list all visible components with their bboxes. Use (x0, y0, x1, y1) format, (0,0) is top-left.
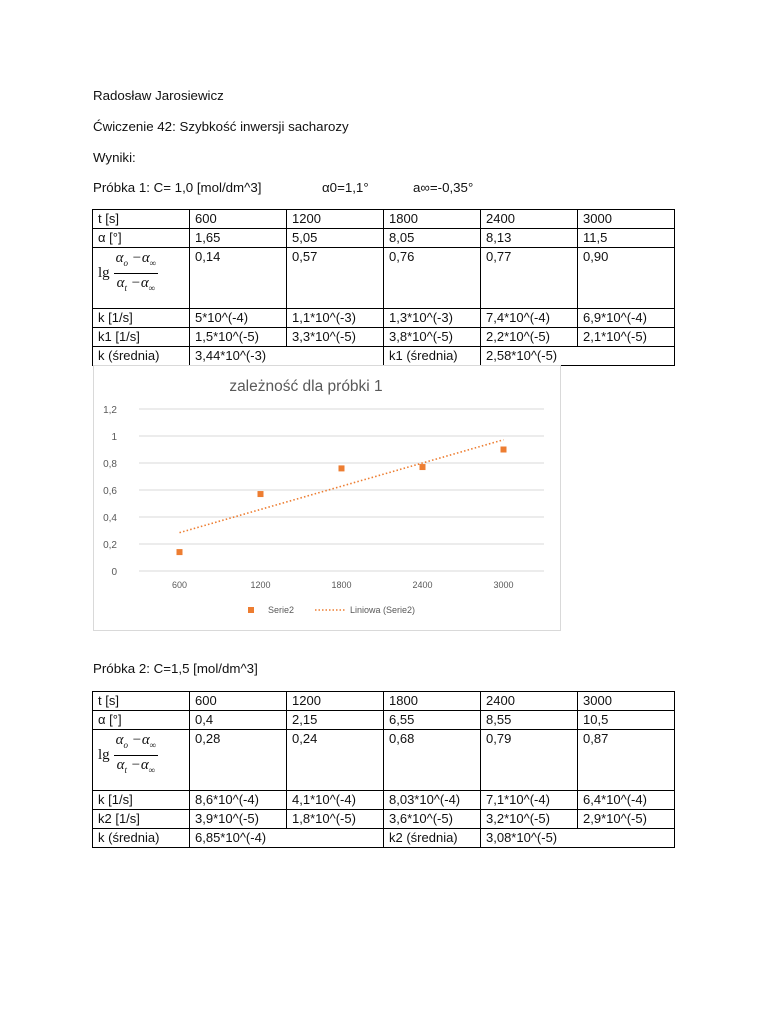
sample1-table (92, 209, 675, 366)
legend-label-trendline: Liniowa (Serie2) (350, 605, 416, 615)
formula-lg: lg (98, 265, 110, 281)
formula-subscript: t (124, 283, 128, 293)
data-point (501, 447, 507, 453)
row-label-k: k [1/s] (93, 791, 190, 810)
table-row (93, 347, 675, 366)
formula-subscript: ∞ (149, 740, 157, 750)
y-tick-label: 0,2 (103, 540, 117, 551)
table-cell: 1,3*10^(-3) (384, 309, 481, 328)
table-cell: 0,24 (287, 730, 384, 791)
chart-canvas (94, 366, 560, 630)
y-tick-label: 0 (111, 567, 117, 578)
table-row (93, 711, 675, 730)
table-cell: 0,87 (578, 730, 675, 791)
row-label-time: t [s] (93, 692, 190, 711)
table-cell: 0,90 (578, 248, 675, 309)
row-label-alpha: α [°] (93, 711, 190, 730)
table-cell-k2-avg: 3,08*10^(-5) (481, 829, 675, 848)
table-cell: 6,4*10^(-4) (578, 791, 675, 810)
formula-numerator (114, 732, 159, 756)
sample2-heading: Próbka 2: C=1,5 [mol/dm^3] (93, 661, 258, 676)
sample1-alpha-inf: a∞=-0,35° (413, 180, 474, 195)
table-cell: 1,8*10^(-5) (287, 810, 384, 829)
sample1-alpha0: α0=1,1° (322, 180, 369, 195)
results-label: Wyniki: (93, 150, 136, 165)
formula-symbol: α (116, 275, 125, 291)
data-point (258, 491, 264, 497)
y-tick-label: 0,6 (103, 486, 117, 497)
table-cell: 0,76 (384, 248, 481, 309)
table-cell: 0,14 (190, 248, 287, 309)
table-cell: 2,1*10^(-5) (578, 328, 675, 347)
row-label-time: t [s] (93, 210, 190, 229)
chart-legend (248, 605, 415, 615)
row-label-k-avg: k (średnia) (93, 829, 190, 848)
log-ratio-formula (98, 730, 189, 779)
formula-symbol: α (116, 757, 125, 773)
formula-subscript: ∞ (148, 765, 156, 775)
table-cell: 2400 (481, 692, 578, 711)
table-cell: 7,1*10^(-4) (481, 791, 578, 810)
table-cell: 8,05 (384, 229, 481, 248)
formula-symbol: α (115, 250, 124, 266)
x-tick-label: 3000 (493, 580, 514, 590)
table-cell: 1,65 (190, 229, 287, 248)
table-cell: 1,1*10^(-3) (287, 309, 384, 328)
data-point (177, 549, 183, 555)
x-tick-label: 1800 (331, 580, 352, 590)
formula-fraction (114, 732, 159, 779)
table-cell: 6,9*10^(-4) (578, 309, 675, 328)
table-cell: 4,1*10^(-4) (287, 791, 384, 810)
table-row (93, 810, 675, 829)
table-row (93, 829, 675, 848)
table-cell: 3,2*10^(-5) (481, 810, 578, 829)
formula-symbol: −α (130, 275, 149, 291)
table-cell: 1200 (287, 210, 384, 229)
x-tick-label: 600 (171, 580, 188, 590)
author-name: Radosław Jarosiewicz (93, 88, 224, 103)
table-cell: 2,15 (287, 711, 384, 730)
table-cell: 1800 (384, 692, 481, 711)
formula-lg: lg (98, 747, 110, 763)
table-cell: 5*10^(-4) (190, 309, 287, 328)
table-row (93, 692, 675, 711)
sample1-heading (93, 180, 473, 195)
table-cell: 0,68 (384, 730, 481, 791)
table-cell: 7,4*10^(-4) (481, 309, 578, 328)
exercise-title: Ćwiczenie 42: Szybkość inwersji sacharozy (93, 119, 349, 134)
table-cell: 600 (190, 210, 287, 229)
sample1-concentration: Próbka 1: C= 1,0 [mol/dm^3] (93, 180, 262, 195)
table-cell: 3,9*10^(-5) (190, 810, 287, 829)
row-label-k1-avg: k1 (średnia) (384, 347, 481, 366)
table-row (93, 730, 675, 791)
table-cell: 11,5 (578, 229, 675, 248)
table-cell: 10,5 (578, 711, 675, 730)
row-label-k1: k1 [1/s] (93, 328, 190, 347)
data-point (420, 464, 426, 470)
table-row (93, 791, 675, 810)
x-tick-label: 2400 (412, 580, 433, 590)
table-cell: 8,03*10^(-4) (384, 791, 481, 810)
table-cell: 2,9*10^(-5) (578, 810, 675, 829)
table-cell: 3,6*10^(-5) (384, 810, 481, 829)
row-label-k-avg: k (średnia) (93, 347, 190, 366)
row-label-k: k [1/s] (93, 309, 190, 328)
table-cell: 0,28 (190, 730, 287, 791)
trendline-path (180, 440, 504, 533)
y-tick-label: 0,8 (103, 459, 117, 470)
chart-gridlines (139, 409, 544, 571)
table-cell: 6,55 (384, 711, 481, 730)
data-point (339, 465, 345, 471)
row-label-k2: k2 [1/s] (93, 810, 190, 829)
table-row (93, 309, 675, 328)
formula-subscript: o (123, 258, 129, 268)
table-cell: 8,13 (481, 229, 578, 248)
formula-subscript: ∞ (148, 283, 156, 293)
formula-subscript: o (123, 740, 129, 750)
table-cell: 1800 (384, 210, 481, 229)
y-tick-label: 1 (111, 432, 117, 443)
table-cell: 3000 (578, 692, 675, 711)
formula-symbol: −α (130, 757, 149, 773)
table-cell: 3,8*10^(-5) (384, 328, 481, 347)
chart-y-ticks (103, 405, 117, 578)
table-cell: 1200 (287, 692, 384, 711)
table-cell: 0,79 (481, 730, 578, 791)
table-cell: 8,6*10^(-4) (190, 791, 287, 810)
table-row (93, 248, 675, 309)
formula-subscript: ∞ (149, 258, 157, 268)
formula-fraction (114, 250, 159, 297)
chart-trendline (180, 440, 504, 533)
table-cell: 3,3*10^(-5) (287, 328, 384, 347)
y-tick-label: 1,2 (103, 405, 117, 416)
table-cell-k-avg: 3,44*10^(-3) (190, 347, 384, 366)
table-cell: 0,4 (190, 711, 287, 730)
x-tick-label: 1200 (250, 580, 271, 590)
formula-symbol: α (115, 732, 124, 748)
sample2-table (92, 691, 675, 848)
formula-subscript: t (124, 765, 128, 775)
table-cell: 1,5*10^(-5) (190, 328, 287, 347)
row-label-log-formula (93, 730, 190, 791)
table-row (93, 210, 675, 229)
chart-title: zależność dla próbki 1 (229, 378, 383, 395)
legend-marker-serie2 (248, 607, 254, 613)
table-cell: 2400 (481, 210, 578, 229)
table-row (93, 328, 675, 347)
log-ratio-formula (98, 248, 189, 297)
table-cell: 0,57 (287, 248, 384, 309)
row-label-alpha: α [°] (93, 229, 190, 248)
row-label-log-formula (93, 248, 190, 309)
table-cell: 0,77 (481, 248, 578, 309)
table-cell: 2,2*10^(-5) (481, 328, 578, 347)
table-cell: 3000 (578, 210, 675, 229)
row-label-k2-avg: k2 (średnia) (384, 829, 481, 848)
formula-symbol: −α (131, 732, 150, 748)
table-cell-k-avg: 6,85*10^(-4) (190, 829, 384, 848)
chart-sample1 (93, 365, 561, 631)
table-cell: 8,55 (481, 711, 578, 730)
table-row (93, 229, 675, 248)
legend-label-serie2: Serie2 (268, 605, 295, 615)
formula-numerator (114, 250, 159, 274)
table-cell-k1-avg: 2,58*10^(-5) (481, 347, 675, 366)
formula-denominator (115, 274, 158, 297)
formula-symbol: −α (131, 250, 150, 266)
chart-x-ticks (172, 580, 514, 590)
y-tick-label: 0,4 (103, 513, 117, 524)
formula-denominator (115, 756, 158, 779)
table-cell: 5,05 (287, 229, 384, 248)
table-cell: 600 (190, 692, 287, 711)
